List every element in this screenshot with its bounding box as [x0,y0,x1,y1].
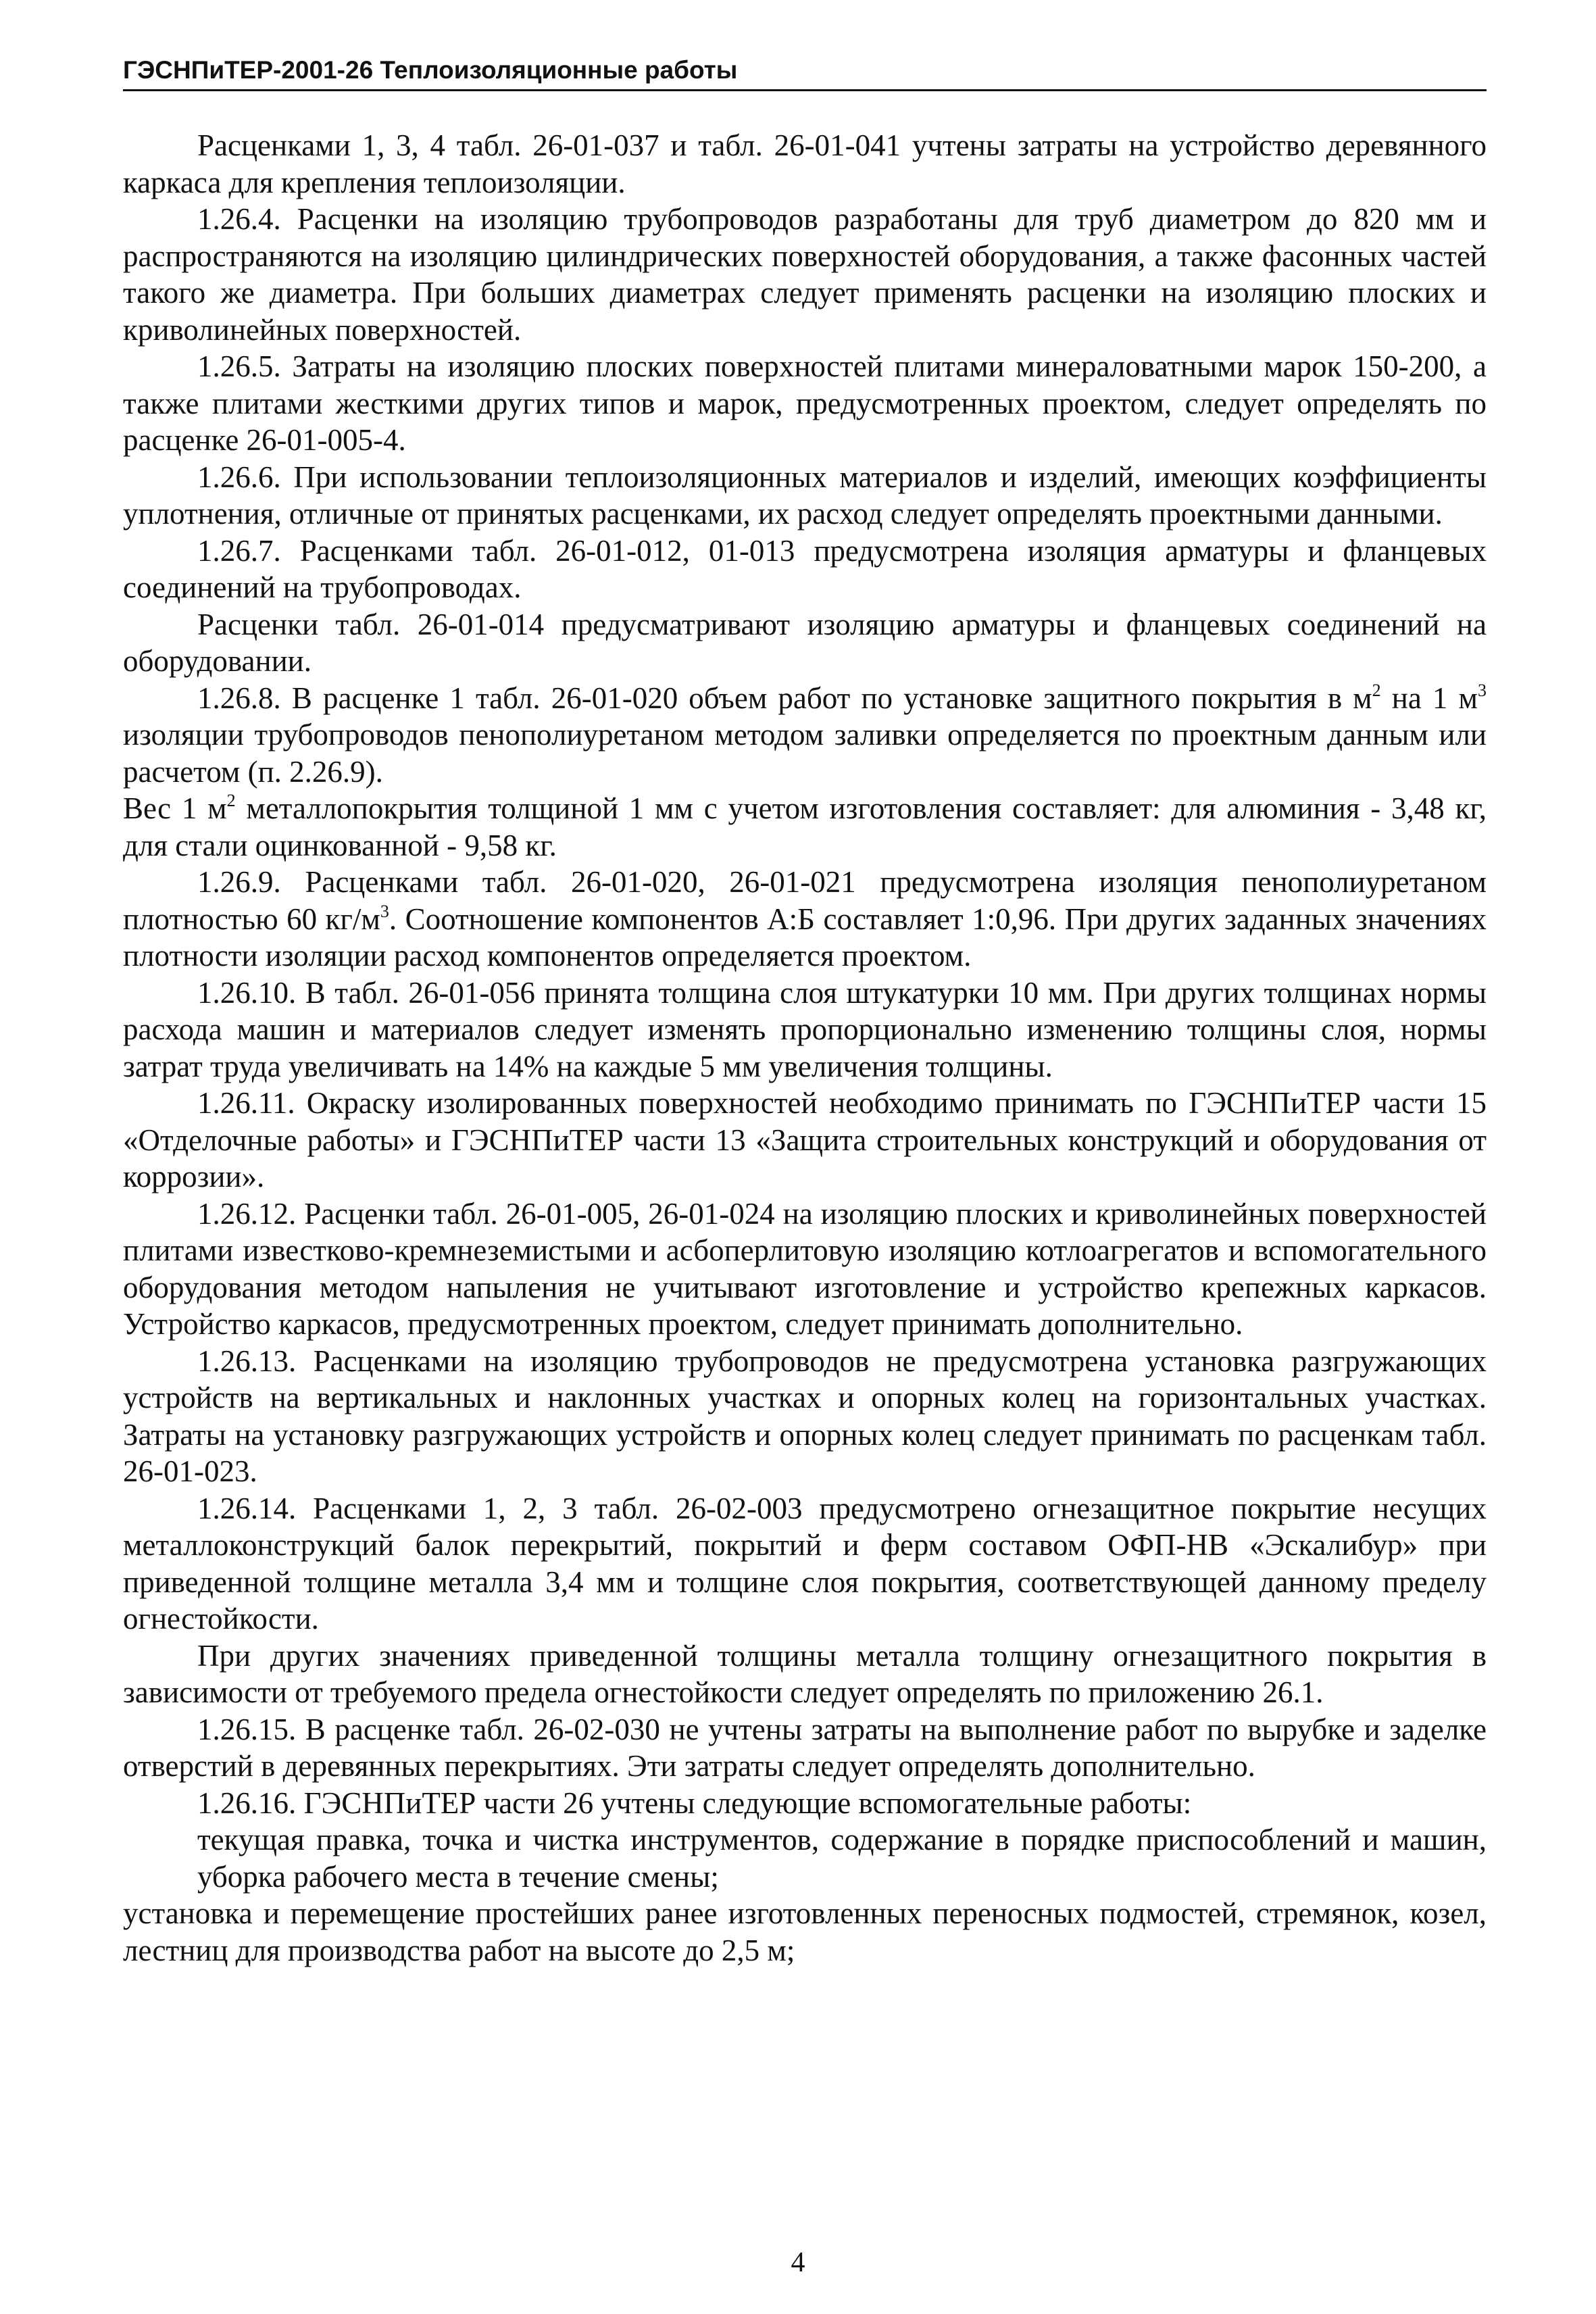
text-run: 1.26.9. Расценками табл. 26-01-020, 26-01-021 предусмотрена изоляция пенополиуретаном плотностью 60 кг/м [123,865,1487,936]
paragraph: 1.26.15. В расценке табл. 26-02-030 не учтены затраты на выполнение работ по вырубке и заделке отверстий в деревянных перекрытиях. Эти затраты следует определять дополнительно. [123,1712,1487,1783]
paragraph: При других значениях приведенной толщины металла толщину огнезащитного покрытия в зависимости от требуемого предела огнестойкости следует определять по приложению 26.1. [123,1638,1487,1709]
text-run: изоляции трубопроводов пенополиуретаном методом заливки определяется по проектным данным или расчетом (п. 2.26.9). [123,718,1487,789]
superscript: 2 [226,791,236,810]
text-run: 1.26.8. В расценке 1 табл. 26-01-020 объем работ по установке защитного покрытия в м [197,681,1372,715]
paragraph: 1.26.4. Расценки на изоляцию трубопроводов разработаны для труб диаметром до 820 мм и распространяются на изоляцию цилиндрических поверхностей оборудования, а также фасонных частей такого же диаметра. При больших диаметрах следует применять расценки на изоляцию плоских и криволинейных поверхностей. [123,202,1487,347]
paragraph: 1.26.7. Расценками табл. 26-01-012, 01-013 предусмотрена изоляция арматуры и фланцевых соединений на трубопроводах. [123,533,1487,604]
paragraph: 1.26.16. ГЭСНПиТЕР части 26 учтены следующие вспомогательные работы: [197,1786,1192,1820]
text-run: Вес 1 м [123,791,227,825]
paragraph: 1.26.10. В табл. 26-01-056 принята толщина слоя штукатурки 10 мм. При других толщинах нормы расхода машин и материалов следует изменять пропорционально изменению толщины слоя, нормы затрат труда увеличивать на 14% на каждые 5 мм увеличения толщины. [123,975,1487,1083]
page-header-title: ГЭСНПиТЕР-2001-26 Теплоизоляционные работы [123,55,1487,91]
superscript: 3 [380,901,389,921]
superscript: 2 [1372,680,1381,700]
page-number: 4 [791,2247,805,2278]
paragraph: 1.26.11. Окраску изолированных поверхностей необходимо принимать по ГЭСНПиТЕР части 15 «Отделочные работы» и ГЭСНПиТЕР части 13 «Защита строительных конструкций и оборудования от коррозии». [123,1086,1487,1193]
paragraph [123,680,1487,791]
document-body [123,127,1487,1969]
paragraph: 1.26.13. Расценками на изоляцию трубопроводов не предусмотрена установка разгружающих устройств на вертикальных и наклонных участках и опорных колец на горизонтальных участках. Затраты на установку разгружающих устройств и опорных колец следует принимать по расценкам табл. 26-01-023. [123,1344,1487,1488]
paragraph: 1.26.12. Расценки табл. 26-01-005, 26-01-024 на изоляцию плоских и криволинейных поверхностей плитами известково-кремнеземистыми и асбоперлитовую изоляцию котлоагрегатов и вспомогательного оборудования методом напыления не учитывают изготовление и устройство крепежных каркасов. Устройство каркасов, предусмотренных проектом, следует принимать дополнительно. [123,1196,1487,1341]
paragraph [123,864,1487,975]
paragraph: 1.26.5. Затраты на изоляцию плоских поверхностей плитами минераловатными марок 150-200, а также плитами жесткими других типов и марок, предусмотренных проектом, следует определять по расценке 26-01-005-4. [123,349,1487,457]
paragraph: 1.26.14. Расценками 1, 2, 3 табл. 26-02-003 предусмотрено огнезащитное покрытие несущих металлоконструкций балок перекрытий, покрытий и ферм составом ОФП-НВ «Эскалибур» при приведенной толщине металла 3,4 мм и толщине слоя покрытия, соответствующей данному пределу огнестойкости. [123,1491,1487,1635]
text-run: на 1 м [1380,681,1478,715]
text-run: металлопокрытия толщиной 1 мм с учетом изготовления составляет: для алюминия - 3,48 кг, для стали оцинкованной - 9,58 кг. [123,791,1487,862]
text-run: . Соотношение компонентов А:Б составляет 1:0,96. При других заданных значениях плотности изоляции расход компонентов определяется проектом. [123,902,1487,973]
paragraph: текущая правка, точка и чистка инструментов, содержание в порядке приспособлений и машин, уборка рабочего места в течение смены; [197,1823,1487,1894]
paragraph: установка и перемещение простейших ранее изготовленных переносных подмостей, стремянок, козел, лестниц для производства работ на высоте до 2,5 м; [123,1896,1487,1967]
paragraph: Расценками 1, 3, 4 табл. 26-01-037 и табл. 26-01-041 учтены затраты на устройство деревянного каркаса для крепления теплоизоляции. [123,128,1487,199]
paragraph: Расценки табл. 26-01-014 предусматривают изоляцию арматуры и фланцевых соединений на оборудовании. [123,607,1487,678]
paragraph [123,790,1487,864]
superscript: 3 [1478,680,1487,700]
paragraph: 1.26.6. При использовании теплоизоляционных материалов и изделий, имеющих коэффициенты уплотнения, отличные от принятых расценками, их расход следует определять проектными данными. [123,460,1487,531]
